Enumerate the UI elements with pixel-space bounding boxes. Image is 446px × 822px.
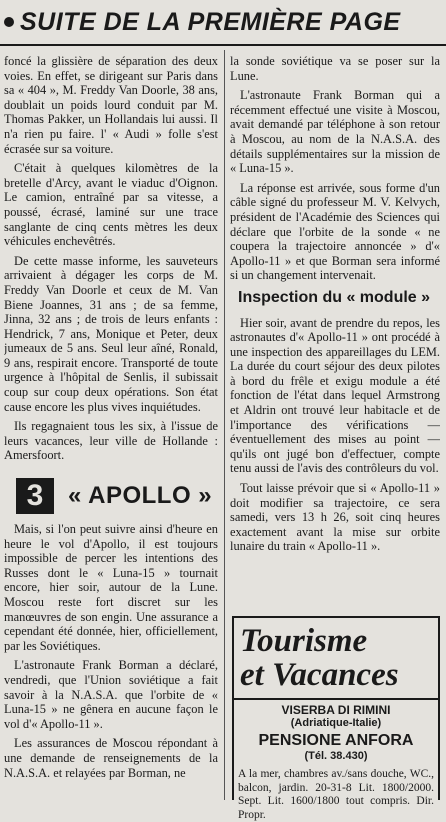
apollo-article — [4, 522, 218, 800]
subheading: Inspection du « module » — [238, 288, 431, 306]
paragraph: Mais, si l'on peut suivre ainsi d'heure en heure le vol d'Apollo, il est toujours impossible de percer les intentions des Russes dont le « Luna-15 » tournait encore, hier soir, autour de la Lune. Moscou reste fort discret sur les manœuvres de son engin. Une assurance a cependant été donnée, hier, officiellement, par les Soviétiques. — [4, 522, 218, 653]
bullet-icon — [4, 17, 14, 27]
section-title: « APOLLO » — [68, 482, 213, 509]
paragraph: Les assurances de Moscou répondant à une demande de renseignements de la N.A.S.A. et relayées par Borman, ne — [4, 736, 218, 780]
apollo-section-heading — [16, 476, 220, 516]
page-banner — [0, 0, 446, 46]
paragraph: Hier soir, avant de prendre du repos, les astronautes d'« Apollo-11 » ont procédé à une inspection des appareillages du LEM. La durée du court séjour des deux pilotes à bord du frêle et exigu module a été fonction de l'état dans lequel Armstrong et Aldrin ont trouvé leur habitacle et de l'importance des vérifications — éventuellement des mises au point — qu'ils ont jugé bon d'effectuer, compte tenu aussi de l'avis des contrôleurs du vol. — [230, 315, 440, 476]
ad-title-line2: et Vacances — [240, 657, 399, 693]
tourism-advertisement — [232, 616, 440, 821]
ad-hotel-name: PENSIONE ANFORA — [258, 732, 414, 749]
right-column-article — [230, 54, 440, 614]
ad-place: VISERBA DI RIMINI — [281, 703, 391, 717]
paragraph: foncé la glissière de séparation des deux voies. En effet, se dirigeant sur Paris dans sa « 404 », M. Freddy Van Doorle, 38 ans, doublait un poids lourd conduit par M. Thomas Pakker, un Hollandais lui aussi. Il n'a rien pu faire. l' « Audi » folle s'est écrasée sur sa voiture. — [4, 54, 218, 156]
paragraph: la sonde soviétique va se poser sur la Lune. — [230, 54, 440, 83]
paragraph: C'était à quelques kilomètres de la bretelle d'Arcy, avant le viaduc d'Oignon. Le camion, entraîné par sa vitesse, a poussé, écrasé, laminé sur une trace sanglante de cinq cents mètres les deux véhicules enchevêtrés. — [4, 161, 218, 249]
paragraph: L'astronaute Frank Borman qui a récemment effectué une visite à Moscou, avait demandé par téléphone à son retour à Moscou, au nom de la N.A.S.A. des détails supplémentaires sur la mission de « Luna-15 ». — [230, 88, 440, 176]
left-column-article — [4, 54, 218, 472]
paragraph: Ils regagnaient tous les six, à l'issue de leurs vacances, leur ville de Hollande : Amersfoort. — [4, 419, 218, 463]
banner-title: SUITE DE LA PREMIÈRE PAGE — [20, 7, 401, 36]
paragraph: L'astronaute Frank Borman a déclaré, vendredi, que l'Union soviétique a fait savoir à la N.A.S.A. que l'orbite de « Luna-15 » ne gênera en aucune façon le vol d'« Apollo-11 ». — [4, 658, 218, 731]
paragraph: La réponse est arrivée, sous forme d'un câble signé du professeur M. V. Kelvych, président de l'Académie des Sciences qui déclare que l'orbite de la sonde « ne coupera la trajectoire annoncée » d'« Apollo-11 » et que Borman sera informé si un changement intervenait. — [230, 180, 440, 283]
ad-title-line1: Tourisme — [240, 623, 368, 659]
paragraph: Tout laisse prévoir que si « Apollo-11 » doit modifier sa trajectoire, ce sera samedi, vers 13 h 26, soit cinq heures exactement avant la mise sur orbite lunaire du train « Apollo-11 ». — [230, 481, 440, 554]
section-number-badge: 3 — [16, 478, 54, 514]
ad-rule — [234, 698, 438, 700]
paragraph: De cette masse informe, les sauveteurs arrivaient à dégager les corps de M. Freddy Van Doorle et ceux de M. Van Biene Joannes, 31 ans ; de sa femme, Jinna, 32 ans ; de trois de leurs enfants : Hendrick, 7 ans, Monique et Peter, deux jumeaux de 5 ans. Seul leur aîné, Ronald, 9 ans, respirait encore. Transporté de toute urgence à l'hôpital de Senlis, il subissait coup sur coup deux opérations. Son état cause encore les plus vives inquiétudes. — [4, 253, 218, 414]
ad-telephone: (Tél. 38.430) — [304, 750, 368, 762]
column-divider — [224, 50, 225, 800]
ad-description: A la mer, chambres av./sans douche, WC., balcon, jardin. 20-31-8 Lit. 1800/2000. Sept. Lit. 1600/1800 tout compris. Dir. Propr. — [238, 768, 434, 821]
ad-region: (Adriatique-Italie) — [290, 717, 382, 729]
